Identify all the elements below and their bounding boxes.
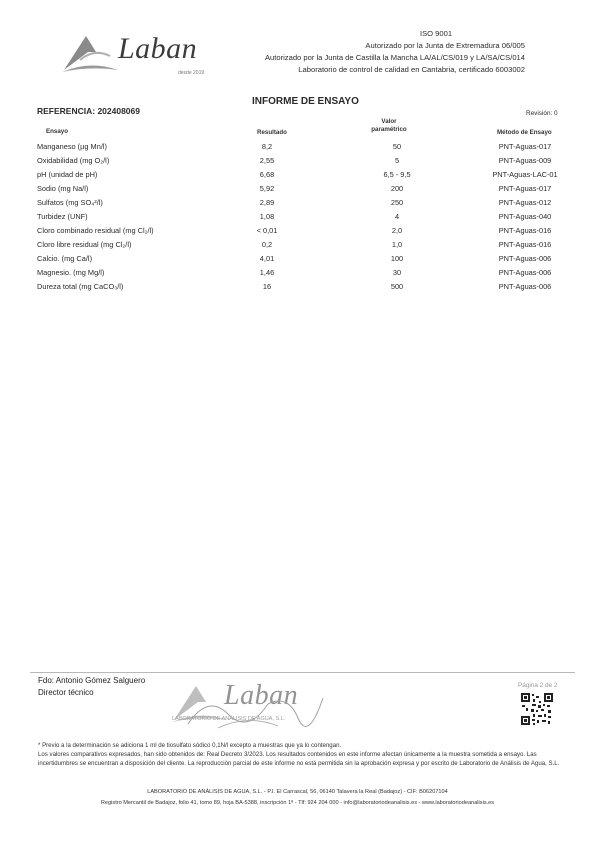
- cell-test: Calcio. (mg Ca/l): [37, 254, 93, 263]
- cell-method: PNT-Aguas-006: [498, 268, 552, 277]
- cell-method: PNT-Aguas-016: [498, 226, 552, 235]
- cell-method: PNT-Aguas-016: [498, 240, 552, 249]
- cell-value: 200: [390, 184, 404, 193]
- cell-test: Manganeso (µg Mn/l): [37, 142, 107, 151]
- signatory-name: Fdo: Antonio Gómez Salguero: [38, 676, 146, 685]
- cell-method: PNT-Aguas-006: [498, 254, 552, 263]
- report-reference: REFERENCIA: 202408069: [37, 106, 140, 116]
- cell-result: 5,92: [259, 184, 275, 193]
- qr-code-icon: [521, 693, 553, 725]
- stamp-logo-text: Laban: [224, 680, 299, 711]
- signature-divider: [30, 672, 575, 673]
- cell-test: Turbidez (UNF): [37, 212, 88, 221]
- cell-test: Cloro libre residual (mg Cl₂/l): [37, 240, 132, 249]
- report-title: INFORME DE ENSAYO: [252, 96, 359, 107]
- header-auth-cantabria: Laboratorio de control de calidad en Cantabria, certificado 6003002: [298, 65, 525, 74]
- cell-result: 2,55: [259, 156, 275, 165]
- col-header-result: Resultado: [257, 129, 287, 136]
- cell-method: PNT-Aguas-012: [498, 198, 552, 207]
- cell-result: < 0,01: [256, 226, 278, 235]
- cell-result: 1,08: [259, 212, 275, 221]
- cell-method: PNT-Aguas-040: [498, 212, 552, 221]
- cell-method: PNT-Aguas-LAC-01: [492, 170, 558, 179]
- cell-test: Oxidabilidad (mg O₂/l): [37, 156, 110, 165]
- signature-stamp: [168, 680, 328, 736]
- signature-scribble-icon: [178, 684, 328, 734]
- cell-result: 6,68: [259, 170, 275, 179]
- cell-result: 16: [262, 282, 272, 291]
- header-iso: ISO 9001: [419, 29, 453, 38]
- cell-method: PNT-Aguas-009: [498, 156, 552, 165]
- cell-method: PNT-Aguas-017: [498, 184, 552, 193]
- cell-value: 5: [394, 156, 400, 165]
- note-regulation: Los valores comparativos expresados, han sido obtenidos de: Real Decreto 3/2023. Los resultados contenidos en este informe afectan únicamente a la muestra sometida a ensayo. Las incertidumbres se encuentran a disposición del cliente. La reproducción parcial de este informe no está permitida sin la aprobación expresa y por escrito de Laboratorio de Análisis de Agua, S.L.: [38, 751, 560, 767]
- cell-test: Dureza total (mg CaCO₃/l): [37, 282, 124, 291]
- cell-test: Cloro combinado residual (mg Cl₂/l): [37, 226, 154, 235]
- page-number: Página 2 de 2: [518, 682, 558, 689]
- cell-value: 30: [392, 268, 402, 277]
- cell-test: Magnesio. (mg Mg/l): [37, 268, 105, 277]
- cell-result: 2,89: [259, 198, 275, 207]
- col-header-value-2: paramétrico: [371, 126, 407, 133]
- col-header-value-1: Valor: [381, 118, 397, 125]
- cell-value: 50: [392, 142, 402, 151]
- note-thiosulfate: * Previo a la determinación se adiciona 1 ml de tiosulfato sódico 0,1N/l excepto a muestras que ya lo contengan.: [38, 742, 342, 749]
- col-header-test: Ensayo: [46, 128, 69, 135]
- cell-value: 1,0: [391, 240, 403, 249]
- cell-method: PNT-Aguas-006: [498, 282, 552, 291]
- header-auth-extremadura: Autorizado por la Junta de Extremadura 06/005: [365, 41, 525, 50]
- cell-result: 8,2: [261, 142, 273, 151]
- footer-registry: Registro Mercantil de Badajoz, folio 41, tomo 89, hoja BA-5388, inscripción 1ª - Tlf: 924 204 000 - info@laboratoriodeanalisis.es - www.laboratoriodeanalisis.es: [100, 800, 495, 806]
- cell-method: PNT-Aguas-017: [498, 142, 552, 151]
- cell-result: 0,2: [261, 240, 273, 249]
- cell-value: 250: [390, 198, 404, 207]
- cell-value: 500: [390, 282, 404, 291]
- logo-text: Laban: [118, 32, 198, 65]
- report-revision: Revisión: 0: [526, 110, 558, 117]
- cell-value: 2,0: [391, 226, 403, 235]
- cell-result: 4,01: [259, 254, 275, 263]
- stamp-text: LABORATORIO DE ANÁLISIS DE AGUA, S.L.: [172, 716, 286, 722]
- logo-mark-icon: [60, 30, 120, 74]
- header-auth-castilla: Autorizado por la Junta de Castilla la Mancha LA/AL/CS/019 y LA/SA/CS/014: [264, 53, 525, 62]
- cell-value: 6,5 - 9,5: [383, 170, 411, 179]
- signatory-role: Director técnico: [38, 688, 94, 697]
- cell-value: 100: [390, 254, 404, 263]
- cell-result: 1,46: [259, 268, 275, 277]
- col-header-method: Método de Ensayo: [497, 129, 552, 136]
- logo-tagline: desde 2019: [178, 70, 205, 76]
- cell-value: 4: [394, 212, 400, 221]
- cell-test: Sulfatos (mg SO₄²/l): [37, 198, 103, 207]
- cell-test: pH (unidad de pH): [37, 170, 98, 179]
- cell-test: Sodio (mg Na/l): [37, 184, 89, 193]
- footer-address: LABORATORIO DE ANÁLISIS DE AGUA, S.L. - P.I. El Carrascal, 56, 06140 Talavera la Real (Badajoz) - CIF: B06207104: [147, 789, 448, 795]
